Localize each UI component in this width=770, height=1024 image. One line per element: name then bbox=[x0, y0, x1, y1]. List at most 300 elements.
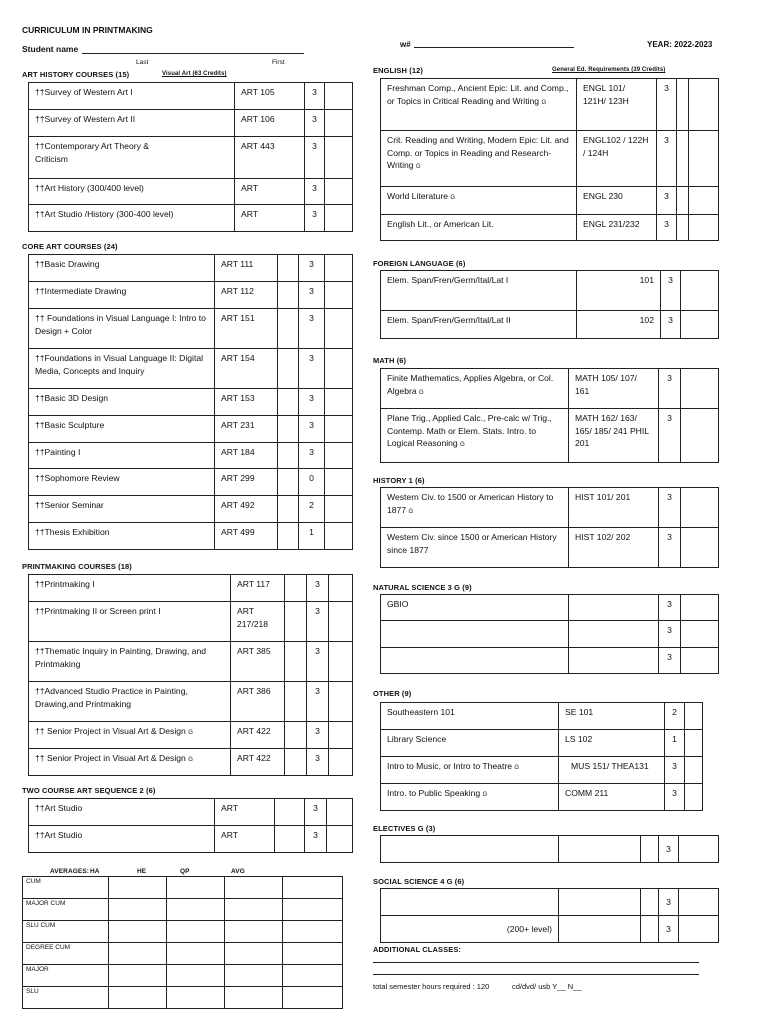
table-row bbox=[29, 389, 353, 416]
grade-cell[interactable] bbox=[325, 282, 353, 309]
gen-ed-marker: G bbox=[460, 442, 465, 448]
blank-cell[interactable] bbox=[641, 916, 659, 943]
course-name-text: Crit. Reading and Writing, Modern Epic: Lit. and Comp. or Topics in Reading and Research-Writing bbox=[387, 135, 569, 170]
blank-cell[interactable] bbox=[677, 131, 689, 187]
avg-cell[interactable] bbox=[109, 987, 167, 1009]
avg-cell[interactable] bbox=[283, 987, 343, 1009]
course-credits: 3 bbox=[307, 682, 329, 722]
course-code: ART 492 bbox=[215, 496, 278, 523]
avg-cell[interactable] bbox=[109, 899, 167, 921]
table-row bbox=[381, 409, 719, 463]
course-code: ART bbox=[215, 799, 275, 826]
course-code: ART 117 bbox=[231, 575, 285, 602]
grade-cell[interactable] bbox=[681, 369, 719, 409]
course-credits: 3 bbox=[659, 916, 679, 943]
course-credits: 3 bbox=[299, 282, 325, 309]
course-code: HIST 101/ 201 bbox=[569, 488, 659, 528]
core-table bbox=[28, 254, 353, 550]
grade-cell[interactable] bbox=[679, 889, 719, 916]
english-table bbox=[380, 78, 719, 241]
avg-cell[interactable] bbox=[109, 921, 167, 943]
course-credits: 3 bbox=[659, 528, 681, 568]
avg-cell[interactable] bbox=[167, 943, 225, 965]
avg-cell[interactable] bbox=[225, 899, 283, 921]
grade-cell[interactable] bbox=[325, 389, 353, 416]
table-row bbox=[29, 523, 353, 550]
avg-cell[interactable] bbox=[225, 877, 283, 899]
blank-cell[interactable] bbox=[285, 682, 307, 722]
course-credits: 3 bbox=[299, 389, 325, 416]
course-name: †† Foundations in Visual Language I: Intro to Design + Color bbox=[29, 309, 215, 349]
table-row bbox=[23, 965, 343, 987]
table-row bbox=[29, 137, 353, 179]
table-row bbox=[29, 575, 353, 602]
grade-cell[interactable] bbox=[681, 528, 719, 568]
course-credits: 3 bbox=[299, 416, 325, 443]
table-row bbox=[381, 648, 719, 674]
gen-ed-marker: G bbox=[188, 730, 193, 736]
course-name-text: Western Civ. to 1500 or American History to 1877 bbox=[387, 492, 554, 515]
grade-cell[interactable] bbox=[329, 575, 353, 602]
table-row bbox=[23, 921, 343, 943]
table-row bbox=[23, 899, 343, 921]
avg-cell[interactable] bbox=[109, 877, 167, 899]
blank-cell[interactable] bbox=[677, 79, 689, 131]
course-name[interactable] bbox=[381, 621, 569, 648]
year-label: YEAR: 2022-2023 bbox=[647, 40, 713, 49]
blank-cell[interactable] bbox=[275, 799, 305, 826]
gen-ed-marker: G bbox=[408, 508, 414, 515]
two-course-table bbox=[28, 798, 353, 853]
avg-cell[interactable] bbox=[225, 987, 283, 1009]
course-credits: 3 bbox=[657, 79, 677, 131]
grade-cell[interactable] bbox=[329, 642, 353, 682]
course-name: ††Sophomore Review bbox=[29, 469, 215, 496]
course-code[interactable] bbox=[569, 621, 659, 648]
averages-row-label: SLU CUM bbox=[23, 921, 109, 943]
averages-col-qp: QP bbox=[180, 868, 190, 875]
course-name: Western Civ. since 1500 or American History since 1877 bbox=[381, 528, 569, 568]
course-code[interactable] bbox=[569, 648, 659, 674]
blank-cell[interactable] bbox=[278, 443, 299, 469]
student-name-label: Student name bbox=[22, 44, 79, 54]
table-row bbox=[29, 205, 353, 232]
course-code: ART 217/218 bbox=[231, 602, 285, 642]
table-row bbox=[381, 836, 719, 863]
course-code[interactable] bbox=[569, 595, 659, 621]
blank-cell[interactable] bbox=[278, 282, 299, 309]
media-checkbox-label: cd/dvd/ usb Y__ N__ bbox=[512, 982, 582, 991]
blank-cell[interactable] bbox=[285, 642, 307, 682]
table-row bbox=[23, 987, 343, 1009]
gen-ed-marker: G bbox=[541, 99, 547, 106]
grade-cell[interactable] bbox=[329, 602, 353, 642]
course-name-text: †† Senior Project in Visual Art & Design bbox=[35, 726, 186, 736]
table-row bbox=[381, 79, 719, 131]
course-name: ††Intermediate Drawing bbox=[29, 282, 215, 309]
blank-cell[interactable] bbox=[641, 836, 659, 863]
course-code: ART 184 bbox=[215, 443, 278, 469]
blank-cell[interactable] bbox=[677, 215, 689, 241]
course-name bbox=[381, 79, 577, 131]
course-name bbox=[29, 722, 231, 749]
course-code: ART 422 bbox=[231, 722, 285, 749]
natural-science-table bbox=[380, 594, 719, 674]
student-name-field[interactable] bbox=[82, 53, 304, 54]
course-code[interactable] bbox=[559, 889, 641, 916]
table-row bbox=[381, 730, 703, 757]
electives-table bbox=[380, 835, 719, 863]
gen-ed-marker: G bbox=[514, 765, 520, 771]
course-credits: 3 bbox=[665, 784, 685, 811]
blank-cell[interactable] bbox=[278, 496, 299, 523]
course-name: ††Art Studio /History (300-400 level) bbox=[29, 205, 235, 232]
blank-cell[interactable] bbox=[677, 187, 689, 215]
grade-cell[interactable] bbox=[681, 488, 719, 528]
grade-cell[interactable] bbox=[685, 757, 703, 784]
blank-cell[interactable] bbox=[285, 722, 307, 749]
two-course-heading: TWO COURSE ART SEQUENCE 2 (6) bbox=[22, 786, 156, 795]
course-name: Library Science bbox=[381, 730, 559, 757]
averages-heading: AVERAGES: bbox=[50, 868, 90, 875]
blank-cell[interactable] bbox=[275, 826, 305, 853]
avg-cell[interactable] bbox=[283, 965, 343, 987]
grade-cell[interactable] bbox=[689, 215, 719, 241]
avg-cell[interactable] bbox=[225, 943, 283, 965]
grade-cell[interactable] bbox=[327, 826, 353, 853]
course-credits: 3 bbox=[307, 575, 329, 602]
course-name: ††Senior Seminar bbox=[29, 496, 215, 523]
course-name: ††Contemporary Art Theory & Criticism bbox=[29, 137, 235, 179]
course-name bbox=[29, 749, 231, 776]
course-credits: 3 bbox=[665, 757, 685, 784]
course-name: ††Painting I bbox=[29, 443, 215, 469]
course-credits: 3 bbox=[659, 648, 681, 674]
course-credits: 2 bbox=[665, 703, 685, 730]
blank-cell[interactable] bbox=[285, 602, 307, 642]
blank-cell[interactable] bbox=[285, 749, 307, 776]
course-name[interactable]: GBIO bbox=[381, 595, 569, 621]
electives-heading: ELECTIVES G (3) bbox=[373, 824, 436, 833]
table-row bbox=[29, 349, 353, 389]
course-name bbox=[381, 488, 569, 528]
course-code[interactable] bbox=[559, 916, 641, 943]
course-name bbox=[381, 369, 569, 409]
averages-row-label: MAJOR bbox=[23, 965, 109, 987]
averages-col-he: HE bbox=[137, 868, 147, 875]
gen-ed-marker: G bbox=[188, 757, 193, 763]
course-code: HIST 102/ 202 bbox=[569, 528, 659, 568]
course-code: ART bbox=[235, 205, 305, 232]
grade-cell[interactable] bbox=[325, 205, 353, 232]
table-row bbox=[29, 496, 353, 523]
course-credits: 3 bbox=[307, 749, 329, 776]
table-row bbox=[381, 889, 719, 916]
table-row bbox=[23, 943, 343, 965]
page-title: CURRICULUM IN PRINTMAKING bbox=[22, 25, 153, 35]
grade-cell[interactable] bbox=[329, 722, 353, 749]
course-name[interactable] bbox=[381, 889, 559, 916]
table-row bbox=[29, 682, 353, 722]
course-name-text: †† Senior Project in Visual Art & Design bbox=[35, 753, 186, 763]
grade-cell[interactable] bbox=[681, 648, 719, 674]
avg-cell[interactable] bbox=[283, 943, 343, 965]
table-row bbox=[23, 877, 343, 899]
course-credits: 3 bbox=[305, 205, 325, 232]
course-credits: 3 bbox=[307, 722, 329, 749]
blank-cell[interactable] bbox=[278, 416, 299, 443]
additional-classes-line-1[interactable] bbox=[373, 962, 699, 963]
table-row bbox=[381, 784, 703, 811]
course-credits: 3 bbox=[659, 595, 681, 621]
grade-cell[interactable] bbox=[325, 496, 353, 523]
grade-cell[interactable] bbox=[325, 110, 353, 137]
table-row bbox=[29, 416, 353, 443]
blank-cell[interactable] bbox=[641, 889, 659, 916]
table-row bbox=[381, 215, 719, 241]
table-row bbox=[29, 799, 353, 826]
blank-cell[interactable] bbox=[285, 575, 307, 602]
avg-cell[interactable] bbox=[109, 965, 167, 987]
course-code: ART 106 bbox=[235, 110, 305, 137]
course-name: ††Printmaking II or Screen print I bbox=[29, 602, 231, 642]
printmaking-heading: PRINTMAKING COURSES (18) bbox=[22, 562, 132, 571]
course-name: ††Advanced Studio Practice in Painting, Drawing,and Printmaking bbox=[29, 682, 231, 722]
course-name bbox=[381, 757, 559, 784]
averages-col-avg: AVG bbox=[231, 868, 245, 875]
additional-classes-heading: ADDITIONAL CLASSES: bbox=[373, 945, 462, 954]
grade-cell[interactable] bbox=[689, 79, 719, 131]
course-code: MATH 162/ 163/ 165/ 185/ 241 PHIL 201 bbox=[569, 409, 659, 463]
course-name[interactable] bbox=[381, 648, 569, 674]
math-heading: MATH (6) bbox=[373, 356, 407, 365]
grade-cell[interactable] bbox=[681, 595, 719, 621]
course-code: ART bbox=[235, 179, 305, 205]
course-code: ART bbox=[215, 826, 275, 853]
grade-cell[interactable] bbox=[679, 836, 719, 863]
course-name: ††Printmaking I bbox=[29, 575, 231, 602]
grade-cell[interactable] bbox=[681, 409, 719, 463]
blank-cell[interactable] bbox=[278, 389, 299, 416]
grade-cell[interactable] bbox=[325, 309, 353, 349]
course-credits: 1 bbox=[665, 730, 685, 757]
w-number-label: w# bbox=[400, 40, 411, 49]
avg-cell[interactable] bbox=[109, 943, 167, 965]
table-row bbox=[381, 703, 703, 730]
course-name bbox=[381, 187, 577, 215]
table-row bbox=[381, 131, 719, 187]
table-row bbox=[29, 110, 353, 137]
table-row bbox=[381, 187, 719, 215]
grade-cell[interactable] bbox=[325, 523, 353, 550]
course-credits: 3 bbox=[659, 369, 681, 409]
course-credits: 3 bbox=[305, 110, 325, 137]
course-name: ††Basic Sculpture bbox=[29, 416, 215, 443]
art-history-table bbox=[28, 82, 353, 232]
course-credits: 3 bbox=[661, 311, 681, 339]
course-code: ART 499 bbox=[215, 523, 278, 550]
course-code: ART 299 bbox=[215, 469, 278, 496]
grade-cell[interactable] bbox=[325, 83, 353, 110]
last-name-label: Last bbox=[136, 59, 149, 66]
grade-cell[interactable] bbox=[325, 255, 353, 282]
course-code: 101 bbox=[577, 271, 661, 311]
course-name: ††Basic Drawing bbox=[29, 255, 215, 282]
course-name-text: Finite Mathematics, Applies Algebra, or Col. Algebra bbox=[387, 373, 554, 396]
social-science-table bbox=[380, 888, 719, 943]
grade-cell[interactable] bbox=[325, 137, 353, 179]
course-name: ††Art Studio bbox=[29, 826, 215, 853]
course-credits: 3 bbox=[657, 215, 677, 241]
blank-cell[interactable] bbox=[278, 349, 299, 389]
table-row bbox=[29, 602, 353, 642]
course-name: Elem. Span/Fren/Germ/Ital/Lat II bbox=[381, 311, 577, 339]
english-heading: ENGLISH (12) bbox=[373, 66, 423, 75]
avg-cell[interactable] bbox=[167, 877, 225, 899]
course-name: ††Survey of Western Art II bbox=[29, 110, 235, 137]
course-name: ††Thematic Inquiry in Painting, Drawing, and Printmaking bbox=[29, 642, 231, 682]
grade-cell[interactable] bbox=[329, 682, 353, 722]
table-row bbox=[381, 311, 719, 339]
avg-cell[interactable] bbox=[225, 921, 283, 943]
grade-cell[interactable] bbox=[325, 443, 353, 469]
course-code: ENGL102 / 122H / 124H bbox=[577, 131, 657, 187]
course-name: ††Survey of Western Art I bbox=[29, 83, 235, 110]
course-name bbox=[381, 784, 559, 811]
avg-cell[interactable] bbox=[225, 965, 283, 987]
course-name: Elem. Span/Fren/Germ/Ital/Lat I bbox=[381, 271, 577, 311]
course-credits: 3 bbox=[659, 836, 679, 863]
table-row bbox=[29, 443, 353, 469]
course-code: LS 102 bbox=[559, 730, 665, 757]
first-name-label: First bbox=[272, 59, 285, 66]
course-name bbox=[381, 131, 577, 187]
table-row bbox=[29, 282, 353, 309]
course-credits: 3 bbox=[657, 187, 677, 215]
table-row bbox=[381, 916, 719, 943]
grade-cell[interactable] bbox=[685, 784, 703, 811]
averages-row-label: MAJOR CUM bbox=[23, 899, 109, 921]
course-code: MUS 151/ THEA131 bbox=[559, 757, 665, 784]
gen-ed-marker: G bbox=[415, 164, 421, 170]
avg-cell[interactable] bbox=[167, 987, 225, 1009]
blank-cell[interactable] bbox=[278, 309, 299, 349]
natural-science-heading: NATURAL SCIENCE 3 G (9) bbox=[373, 583, 472, 592]
grade-cell[interactable] bbox=[681, 271, 719, 311]
course-code: ART 112 bbox=[215, 282, 278, 309]
grade-cell[interactable] bbox=[689, 131, 719, 187]
course-credits: 3 bbox=[305, 179, 325, 205]
course-code: MATH 105/ 107/ 161 bbox=[569, 369, 659, 409]
course-name: ††Art Studio bbox=[29, 799, 215, 826]
table-row bbox=[29, 309, 353, 349]
grade-cell[interactable] bbox=[329, 749, 353, 776]
course-code: ART 385 bbox=[231, 642, 285, 682]
blank-cell[interactable] bbox=[278, 523, 299, 550]
grade-cell[interactable] bbox=[689, 187, 719, 215]
course-code: ART 153 bbox=[215, 389, 278, 416]
grade-cell[interactable] bbox=[679, 916, 719, 943]
table-row bbox=[29, 826, 353, 853]
course-code: ENGL 101/ 121H/ 123H bbox=[577, 79, 657, 131]
grade-cell[interactable] bbox=[325, 416, 353, 443]
core-heading: CORE ART COURSES (24) bbox=[22, 242, 118, 251]
grade-cell[interactable] bbox=[685, 703, 703, 730]
course-name[interactable] bbox=[381, 836, 559, 863]
course-credits: 3 bbox=[657, 131, 677, 187]
course-code: ART 111 bbox=[215, 255, 278, 282]
averages-row-label: CUM bbox=[23, 877, 109, 899]
avg-cell[interactable] bbox=[167, 965, 225, 987]
course-credits: 3 bbox=[659, 488, 681, 528]
course-name: Southeastern 101 bbox=[381, 703, 559, 730]
course-name-text: Freshman Comp., Ancient Epic: Lit. and Comp., or Topics in Critical Reading and Writing bbox=[387, 83, 569, 106]
table-row bbox=[29, 179, 353, 205]
course-code: ART 422 bbox=[231, 749, 285, 776]
blank-cell[interactable] bbox=[278, 255, 299, 282]
course-code[interactable] bbox=[559, 836, 641, 863]
course-name: ††Thesis Exhibition bbox=[29, 523, 215, 550]
avg-cell[interactable] bbox=[283, 877, 343, 899]
gen-ed-marker: G bbox=[419, 389, 424, 396]
course-credits: 0 bbox=[299, 469, 325, 496]
course-code: ART 443 bbox=[235, 137, 305, 179]
grade-cell[interactable] bbox=[685, 730, 703, 757]
course-credits: 3 bbox=[659, 409, 681, 463]
blank-cell[interactable] bbox=[278, 469, 299, 496]
grade-cell[interactable] bbox=[325, 349, 353, 389]
table-row bbox=[29, 469, 353, 496]
gen-ed-credits-label: General Ed. Requirements (39 Credits) bbox=[552, 67, 666, 73]
table-row bbox=[381, 757, 703, 784]
additional-classes-line-2[interactable] bbox=[373, 974, 699, 975]
foreign-language-table bbox=[380, 270, 719, 339]
table-row bbox=[381, 621, 719, 648]
course-code: ART 105 bbox=[235, 83, 305, 110]
course-name-text: Plane Trig., Applied Calc., Pre-calc w/ Trig., Contemp. Math or Elem. Stats. Intro. to Logical Reasoning bbox=[387, 413, 552, 448]
course-credits: 3 bbox=[299, 349, 325, 389]
course-code: COMM 211 bbox=[559, 784, 665, 811]
history-heading: HISTORY 1 (6) bbox=[373, 476, 425, 485]
table-row bbox=[381, 488, 719, 528]
avg-cell[interactable] bbox=[167, 921, 225, 943]
course-credits: 1 bbox=[299, 523, 325, 550]
course-credits: 3 bbox=[299, 443, 325, 469]
course-name: ††Art History (300/400 level) bbox=[29, 179, 235, 205]
math-table bbox=[380, 368, 719, 463]
course-code: SE 101 bbox=[559, 703, 665, 730]
table-row bbox=[381, 595, 719, 621]
avg-cell[interactable] bbox=[283, 921, 343, 943]
course-name-text: World Literature bbox=[387, 191, 448, 201]
grade-cell[interactable] bbox=[325, 469, 353, 496]
course-name-text: Intro. to Public Speaking bbox=[387, 788, 481, 798]
grade-cell[interactable] bbox=[325, 179, 353, 205]
w-number-field[interactable] bbox=[414, 47, 574, 48]
grade-cell[interactable] bbox=[681, 621, 719, 648]
grade-cell[interactable] bbox=[681, 311, 719, 339]
art-history-heading: ART HISTORY COURSES (15) bbox=[22, 70, 130, 79]
table-row bbox=[381, 271, 719, 311]
course-name: English Lit., or American Lit. bbox=[381, 215, 577, 241]
avg-cell[interactable] bbox=[283, 899, 343, 921]
course-code: ENGL 230 bbox=[577, 187, 657, 215]
avg-cell[interactable] bbox=[167, 899, 225, 921]
course-code: ART 154 bbox=[215, 349, 278, 389]
other-heading: OTHER (9) bbox=[373, 689, 412, 698]
grade-cell[interactable] bbox=[327, 799, 353, 826]
course-credits: 3 bbox=[659, 889, 679, 916]
